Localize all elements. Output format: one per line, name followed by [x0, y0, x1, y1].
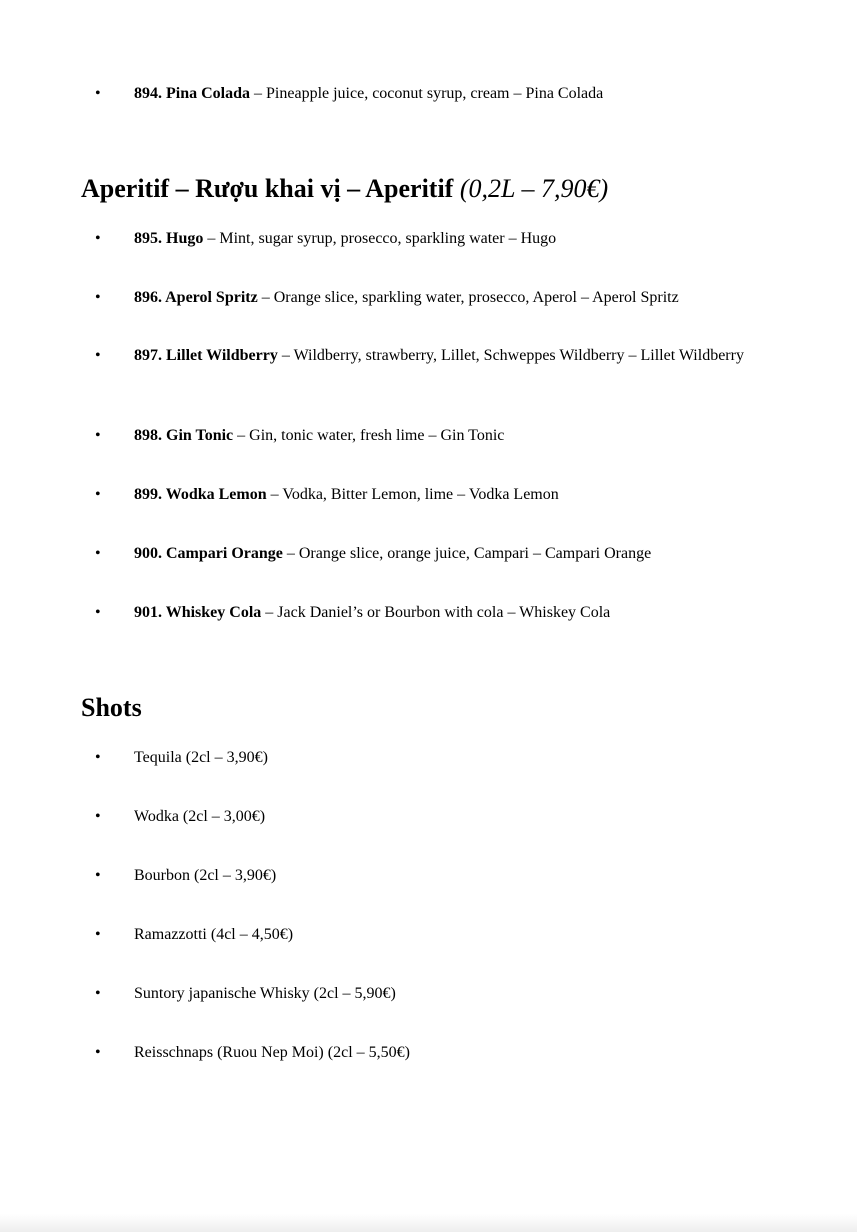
item-text	[134, 602, 744, 623]
item-description: – Pineapple juice, coconut syrup, cream – Pina Colada	[250, 85, 604, 102]
section-price: (0,2L – 7,90€)	[459, 174, 609, 203]
bullet: •	[95, 926, 101, 943]
bullet: •	[95, 749, 101, 766]
item-description: – Mint, sugar syrup, prosecco, sparkling water – Hugo	[203, 230, 557, 247]
item-text: Reisschnaps (Ruou Nep Moi) (2cl – 5,50€)	[134, 1044, 410, 1061]
section-title: Aperitif – Rượu khai vị – Aperitif	[81, 174, 460, 203]
bullet: •	[95, 289, 101, 306]
item-text	[134, 83, 744, 104]
item-text: Ramazzotti (4cl – 4,50€)	[134, 926, 294, 943]
bullet: •	[95, 867, 101, 884]
item-name: 896. Aperol Spritz	[134, 289, 258, 306]
item-name: 895. Hugo	[134, 230, 204, 247]
bullet: •	[95, 427, 101, 444]
section-heading-aperitif	[81, 173, 608, 205]
item-description: – Wildberry, strawberry, Lillet, Schweppes Wildberry – Lillet Wildberry	[277, 347, 744, 364]
bullet: •	[95, 545, 101, 562]
item-description: – Vodka, Bitter Lemon, lime – Vodka Lemon	[266, 486, 559, 503]
item-name: 894. Pina Colada	[134, 85, 251, 102]
section-heading-shots	[81, 692, 142, 724]
bullet: •	[95, 985, 101, 1002]
bullet: •	[95, 486, 101, 503]
item-name: 900. Campari Orange	[134, 545, 283, 562]
item-text	[134, 287, 744, 308]
page-edge-shadow	[0, 1214, 857, 1232]
item-name: 897. Lillet Wildberry	[134, 347, 278, 364]
bullet: •	[95, 230, 101, 247]
item-text	[134, 543, 744, 564]
item-name: 899. Wodka Lemon	[134, 486, 267, 503]
bullet: •	[95, 808, 101, 825]
item-text	[134, 228, 744, 249]
section-title: Shots	[81, 693, 142, 722]
item-text	[134, 345, 744, 366]
item-text: Tequila (2cl – 3,90€)	[134, 749, 268, 766]
item-text: Bourbon (2cl – 3,90€)	[134, 867, 277, 884]
item-name: 901. Whiskey Cola	[134, 604, 262, 621]
bullet: •	[95, 347, 101, 364]
item-text: Wodka (2cl – 3,00€)	[134, 808, 266, 825]
item-description: – Jack Daniel’s or Bourbon with cola – Whiskey Cola	[261, 604, 611, 621]
bullet: •	[95, 1044, 101, 1061]
item-description: – Gin, tonic water, fresh lime – Gin Tonic	[233, 427, 505, 444]
bullet: •	[95, 85, 101, 102]
item-description: – Orange slice, orange juice, Campari – Campari Orange	[282, 545, 652, 562]
item-text	[134, 425, 744, 446]
item-name: 898. Gin Tonic	[134, 427, 234, 444]
item-description: – Orange slice, sparkling water, prosecco, Aperol – Aperol Spritz	[257, 289, 679, 306]
bullet: •	[95, 604, 101, 621]
item-text: Suntory japanische Whisky (2cl – 5,90€)	[134, 985, 396, 1002]
item-text	[134, 484, 744, 505]
